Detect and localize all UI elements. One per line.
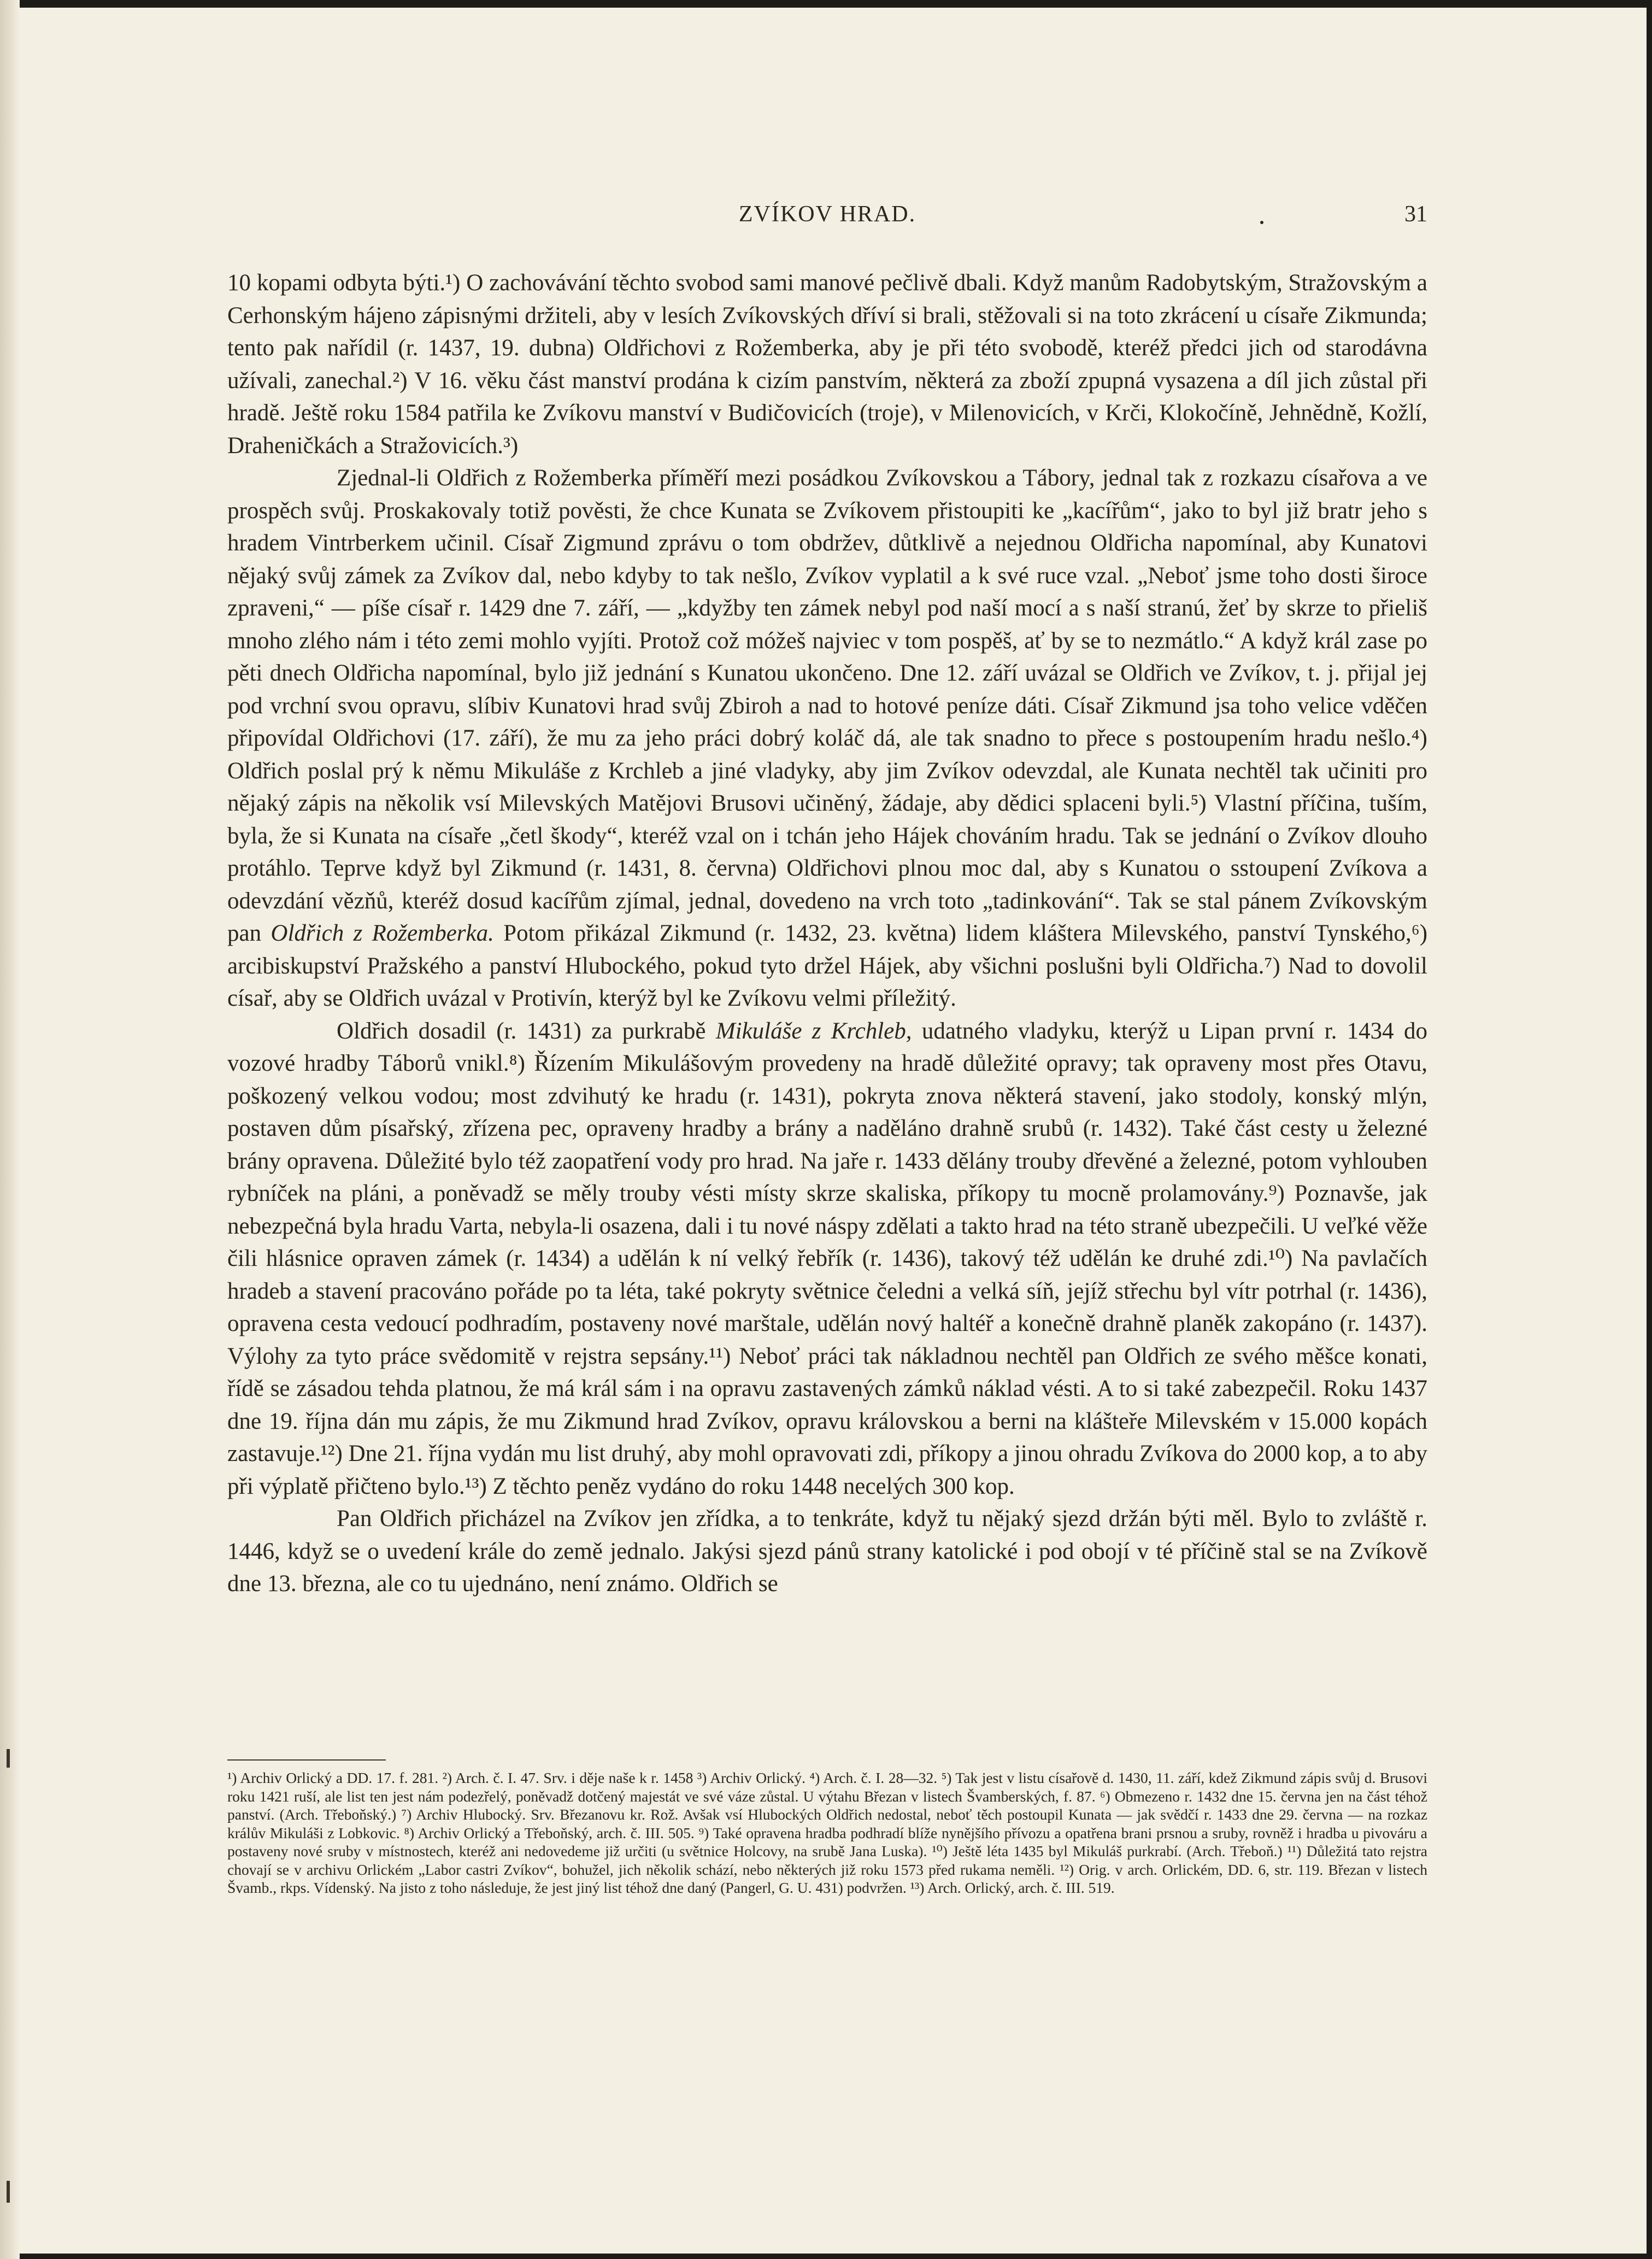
paragraph-2-end: Potom přikázal Zikmund (r. 1432, 23. května) lidem kláštera Milevského, panství Tynského,⁶) arcibiskupství Pražského a panství Hlubockého, pokud tyto držel Hájek, aby všichni poslušni byli Oldřicha.⁷) Nad to dovolil císař, aby se Oldřich uvázal v Protivín, kterýž byl ke Zvíkovu velmi příležitý. <box>227 920 1428 1011</box>
paragraph-1: 10 kopami odbyta býti.¹) O zachovávání těchto svobod sami manové pečlivě dbali. Když manům Radobytským, Stražovským a Cerhonským hájeno zápisnými držiteli, aby v lesích Zvíkovských dříví si brali, stěžovali si na toto zkrácení u císaře Zikmunda; tento pak nařídil (r. 1437, 19. dubna) Oldřichovi z Rožemberka, aby je při této svobodě, kteréž předci jich od starodávna užívali, zanechal.²) V 16. věku část manství prodána k cizím panstvím, některá za zboží zpupná vysazena a díl jich zůstal při hradě. Ještě roku 1584 patřila ke Zvíkovu manství v Budičovicích (troje), v Milenovicích, v Krči, Klokočíně, Jehnědně, Kožlí, Draheničkách a Stražovicích.³) <box>227 270 1427 459</box>
paragraph-2-text: Zjednal-li Oldřich z Rožemberka příměří mezi posádkou Zvíkovskou a Tábory, jednal tak z rozkazu císařova a ve prospěch svůj. Proskakovaly totiž pověsti, že chce Kunata se Zvíkovem přistoupiti ke „kacířům“, jako to byl již bratr jeho s hradem Vintrberkem učinil. Císař Zigmund zprávu o tom obdržev, důtklivě a nejednou Oldřicha napomínal, aby Kunatovi nějaký svůj zámek za Zvíkov dal, nebo kdyby to tak nešlo, Zvíkov vyplatil a k své ruce vzal. „Neboť jsme toho dosti široce zpraveni,“ — píše císař r. 1429 dne 7. září, — „kdyžby ten zámek nebyl pod naší mocí a s naší stranú, žeť by skrze to přieliš mnoho zlého nám i této zemi mohlo vyjíti. Protož což móžeš najviec v tom pospěš, ať by se to nezmátlo.“ A když král zase po pěti dnech Oldřicha napomínal, bylo již jednání s Kunatou ukončeno. Dne 12. září uvázal se Oldřich ve Zvíkov, t. j. přijal jej pod vrchní svou opravu, slíbiv Kunatovi hrad svůj Zbiroh a nad to hotové peníze dáti. Císař Zikmund jsa toho velice vděčen připovídal Oldřichovi (17. září), že mu za jeho práci dobrý koláč dá, ale tak snadno to přece s postoupením hradu nešlo.⁴) Oldřich poslal prý k němu Mikuláše z Krchleb a jiné vladyky, aby jim Zvíkov odevzdal, ale Kunata nechtěl tak učiniti pro nějaký zápis na několik vsí Milevských Matějovi Brusovi učiněný, žádaje, aby dědici splaceni byli.⁵) Vlastní příčina, tuším, byla, že si Kunata na císaře „četl škody“, kteréž vzal on i tchán jeho Hájek chováním hradu. Tak se jednání o Zvíkov dlouho protáhlo. Teprve když byl Zikmund (r. 1431, 8. června) Oldřichovi plnou moc dal, aby s Kunatou o sstoupení Zvíkova a odevzdání vězňů, kteréž dosud kacířům zjímal, jednal, dovedeno na vrch toto „tadinkování“. Tak se stal pánem Zvíkovským pan <box>227 465 1427 946</box>
scan-bottom-edge <box>0 2254 1652 2259</box>
main-text <box>227 267 1427 1600</box>
running-title: ZVÍKOV HRAD. <box>738 202 916 227</box>
footnotes-text: ¹) Archiv Orlický a DD. 17. f. 281. ²) Arch. č. I. 47. Srv. i děje naše k r. 1458 ³) Archiv Orlický. ⁴) Arch. č. I. 28—32. ⁵) Tak jest v listu císařově d. 1430, 11. září, kdež Zikmund zápis svůj d. Brusovi roku 1421 ruší, ale list ten jest nám podezřelý, poněvadž dotčený majestát ve své váze zůstal. U výtahu Březan v listech Švamberských, f. 87. ⁶) Obmezeno r. 1432 dne 15. června jen na část téhož panství. (Arch. Třeboňský.) ⁷) Archiv Hlubocký. Srv. Březanovu kr. Rož. Avšak vsí Hlubockých Oldřich nedostal, neboť těch postoupil Kunata — jak svědčí r. 1433 dne 29. června — na rozkaz králův Mikuláši z Lobkovic. ⁸) Archiv Orlický a Třeboňský, arch. č. III. 505. ⁹) Také opravena hradba podhradí blíže nynějšího přívozu a opatřena brani prsnou a sruby, rovněž i hradba u pivováru a postaveny nové sruby v místnostech, kteréž ani nedovedeme již určiti (u světnice Holcovy, na srubě Jana Luska). ¹⁰) Ještě léta 1435 byl Mikuláš purkrabí. (Arch. Třeboň.) ¹¹) Důležitá tato rejstra chovají se v archivu Orlickém „Labor castri Zvíkov“, bohužel, jich několik schází, nebo některých již roku 1573 před rukama neměli. ¹²) Orig. v arch. Orlickém, DD. 6, str. 119. Březan v listech Švamb., rkps. Vídenský. Na jisto z toho následuje, že jest jiný list téhož dne daný (Pangerl, G. U. 431) podvržen. ¹³) Arch. Orlický, arch. č. III. 519. <box>227 1769 1427 1896</box>
margin-mark <box>7 2181 10 2203</box>
page-header <box>227 201 1427 239</box>
paragraph-3-end: udatného vladyku, kterýž u Lipan první r. 1434 do vozové hradby Táborů vnikl.⁸) Řízením Mikulášovým provedeny na hradě důležité opravy; tak opraveny most přes Otavu, poškozený velkou vodou; most zdvihutý ke hradu (r. 1431), pokryta znova některá stavení, jako stodoly, konský mlýn, postaven dům písařský, zřízena pec, opraveny hradby a brány a naděláno drahně srubů (r. 1432). Také část cesty u železné brány opravena. Důležité bylo též zaopatření vody pro hrad. Na jaře r. 1433 dělány trouby dřevěné a železné, potom vyhlouben rybníček na pláni, a poněvadž se měly trouby vésti místy skrze skaliska, příkopy tu mocně prolamovány.⁹) Poznavše, jak nebezpečná byla hradu Varta, nebyla-li osazena, dali i tu nové náspy zdělati a takto hrad na této straně ubezpečili. U veľké věže čili hlásnice opraven zámek (r. 1434) a udělán k ní velký řebřík (r. 1436), takový též udělán ke druhé zdi.¹⁰) Na pavlačích hradeb a stavení pracováno pořáde po ta léta, také pokryty světnice čeledni a velká síň, jejíž střechu byl vítr potrhal (r. 1436), opravena cesta vedoucí podhradím, postaveny nové marštale, udělán nový haltéř a konečně drahně planěk zakopáno (r. 1437). Výlohy za tyto práce svědomitě v rejstra sepsány.¹¹) Neboť práci tak nákladnou nechtěl pan Oldřich ze svého měšce konati, řídě se zásadou tehda platnou, že má král sám i na opravu zastavených zámků náklad vésti. A to si také zabezpečil. Roku 1437 dne 19. října dán mu zápis, že mu Zikmund hrad Zvíkov, opravu královskou a berni na klášteře Milevském v 15.000 kopách zastavuje.¹²) Dne 21. října vydán mu list druhý, aby mohl opravovati zdi, příkopy a jinou ohradu Zvíkova do 2000 kop, a to aby při výplatě přičteno bylo.¹³) Z těchto peněz vydáno do roku 1448 necelých 300 kop. <box>227 1018 1427 1499</box>
footnote-rule <box>227 1759 386 1761</box>
margin-mark <box>7 1749 10 1768</box>
paragraph-2 <box>227 462 1427 1015</box>
book-gutter <box>0 0 20 2259</box>
paragraph-4: Pan Oldřich přicházel na Zvíkov jen zřídka, a to tenkráte, když tu nějaký sjezd držán býti měl. Bylo to zvláště r. 1446, když se o uvedení krále do země jednalo. Jakýsi sjezd pánů strany katolické i pod obojí v té příčině stal se na Zvíkově dne 13. března, ale co tu ujednáno, není známo. Oldřich se <box>227 1506 1427 1597</box>
paragraph-3 <box>227 1015 1427 1503</box>
name-mikulas: Mikuláše z Krchleb, <box>715 1018 912 1044</box>
paragraph-3-start: Oldřich dosadil (r. 1431) za purkrabě <box>337 1018 716 1044</box>
print-speck <box>1260 221 1263 224</box>
footnotes <box>227 1769 1427 1897</box>
scan-top-edge <box>0 0 1652 8</box>
name-oldrich: Oldřich z Rožemberka. <box>271 920 494 946</box>
scan-right-edge <box>1647 0 1652 2259</box>
page-number: 31 <box>1404 202 1427 227</box>
